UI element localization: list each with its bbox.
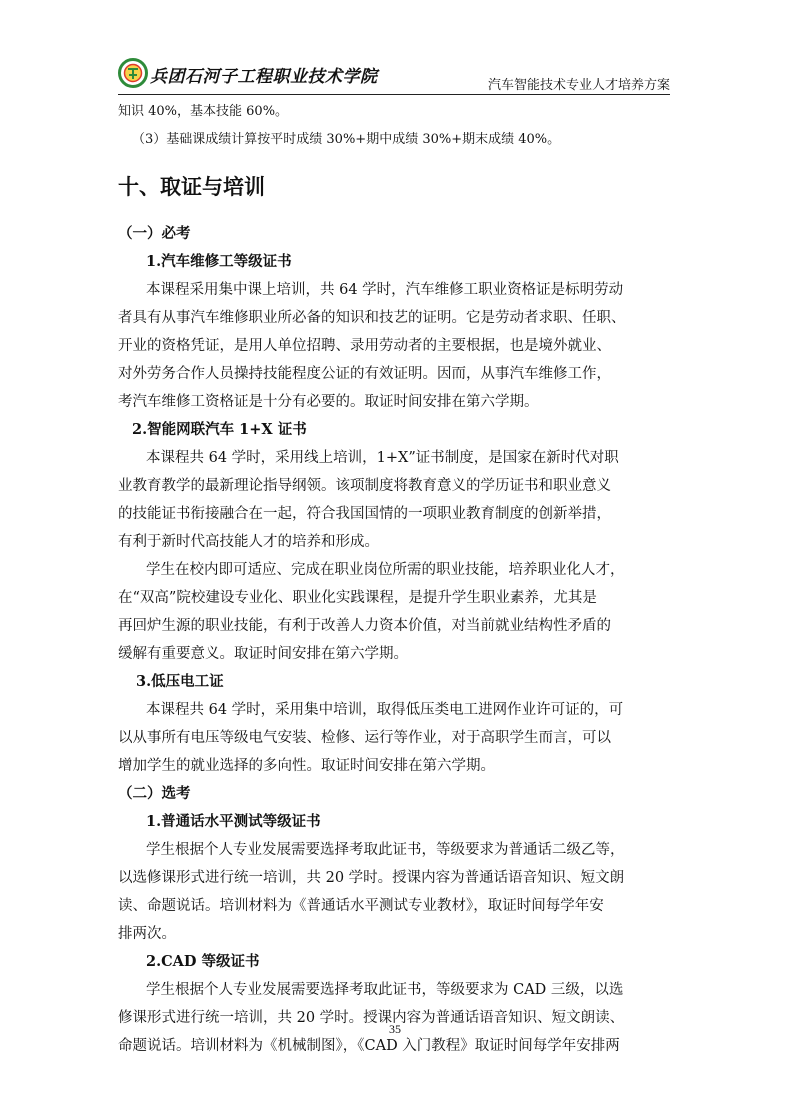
school-name: 兵团石河子工程职业技术学院: [150, 67, 378, 87]
page-header: [118, 58, 670, 95]
item-title: 3.低压电工证: [136, 673, 224, 690]
paragraph-line: 者具有从事汽车维修职业所必备的知识和技艺的证明。它是劳动者求职、任职、: [118, 310, 626, 326]
paragraph-line: 业教育教学的最新理论指导纲领。该项制度将教育意义的学历证书和职业意义: [118, 478, 611, 494]
school-logo-icon: [118, 58, 148, 88]
page-number: 35: [389, 1022, 401, 1036]
paragraph-line: 读、命题说话。培训材料为《普通话水平测试专业教材》，取证时间每学年安: [118, 898, 604, 914]
paragraph-line: 以从事所有电压等级电气安装、检修、运行等作业，对于高职学生而言，可以: [118, 730, 611, 746]
paragraph-line: 修课形式进行统一培训，共 20 学时。授课内容为普通话语音知识、短文朗读、: [118, 1010, 625, 1026]
paragraph-line: 本课程采用集中课上培训，共 64 学时，汽车维修工职业资格证是标明劳动: [146, 282, 624, 298]
paragraph-line: 命题说话。培训材料为《机械制图》，《CAD 入门教程》取证时间每学年安排两: [118, 1038, 620, 1054]
page-content: [118, 98, 670, 1060]
text-line: 知识 40%，基本技能 60%。: [118, 104, 289, 119]
paragraph-line: 考汽车维修工资格证是十分有必要的。取证时间安排在第六学期。: [118, 394, 539, 410]
paragraph-line: 有利于新时代高技能人才的培养和形成。: [118, 534, 379, 550]
text-line: （3）基础课成绩计算按平时成绩 30%+期中成绩 30%+期末成绩 40%。: [132, 132, 561, 147]
paragraph-line: 的技能证书衔接融合在一起，符合我国国情的一项职业教育制度的创新举措，: [118, 506, 611, 522]
paragraph-line: 排两次。: [118, 926, 176, 942]
item-title: 1.汽车维修工等级证书: [146, 253, 292, 270]
subsection-heading: （一）必考: [118, 225, 191, 242]
paragraph-line: 学生根据个人专业发展需要选择考取此证书，等级要求为普通话二级乙等，: [146, 842, 625, 858]
paragraph-line: 开业的资格凭证，是用人单位招聘、录用劳动者的主要根据，也是境外就业、: [118, 338, 611, 354]
paragraph-line: 本课程共 64 学时，采用集中培训，取得低压类电工进网作业许可证的，可: [146, 702, 624, 718]
paragraph-line: 缓解有重要意义。取证时间安排在第六学期。: [118, 646, 408, 662]
paragraph-line: 再回炉生源的职业技能，有利于改善人力资本价值，对当前就业结构性矛盾的: [118, 618, 611, 634]
subsection-heading: （二）选考: [118, 785, 191, 802]
section-heading: 十、取证与培训: [118, 175, 265, 199]
item-title: 1.普通话水平测试等级证书: [146, 813, 321, 830]
document-title: 汽车智能技术专业人才培养方案: [487, 78, 670, 93]
paragraph-line: 本课程共 64 学时，采用线上培训，1+X”证书制度，是国家在新时代对职: [146, 450, 619, 466]
paragraph-line: 对外劳务合作人员操持技能程度公证的有效证明。因而，从事汽车维修工作，: [118, 366, 611, 382]
item-title: 2.智能网联汽车 1+X 证书: [132, 421, 307, 438]
paragraph-line: 学生在校内即可适应、完成在职业岗位所需的职业技能，培养职业化人才，: [146, 562, 625, 578]
paragraph-line: 增加学生的就业选择的多向性。取证时间安排在第六学期。: [118, 758, 495, 774]
paragraph-line: 以选修课形式进行统一培训，共 20 学时。授课内容为普通话语音知识、短文朗: [118, 870, 625, 886]
paragraph-line: 学生根据个人专业发展需要选择考取此证书，等级要求为 CAD 三级，以选: [146, 982, 624, 998]
item-title: 2.CAD 等级证书: [146, 953, 260, 970]
paragraph-line: 在“双高”院校建设专业化、职业化实践课程，是提升学生职业素养，尤其是: [118, 590, 597, 606]
